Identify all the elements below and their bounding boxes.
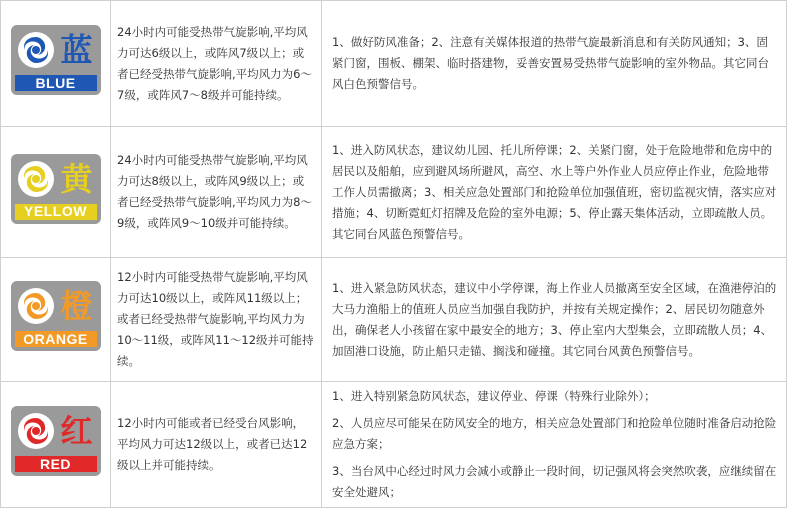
- guidance-paragraph: 1、进入防风状态，建议幼儿园、托儿所停课；2、关紧门窗，处于危险地带和危房中的居民以及船舶，应到避风场所避风，高空、水上等户外作业人员应停止作业，危险地带工作人员需撤离；3、相关应急处置部门和抢险单位加强值班，密切监视灾情，落实应对措施；4、切断霓虹灯招牌及危险的室外电源；5、停止露天集体活动，立即疏散人员。其它同台风蓝色预警信号。: [332, 142, 777, 241]
- guidance-paragraph: 1、做好防风准备；2、注意有关媒体报道的热带气旋最新消息和有关防风通知；3、固紧门窗，围板、棚架、临时搭建物，妥善安置易受热带气旋影响的室外物品。其它同台风白色预警信号。: [332, 35, 769, 91]
- warning-row-red: [1, 382, 787, 508]
- guidance-paragraph: 1、进入特别紧急防风状态，建议停业、停课（特殊行业除外）；: [332, 389, 656, 403]
- guidance-text: [322, 382, 787, 508]
- badge-cell: [1, 127, 111, 258]
- warning-level-char: 蓝: [60, 31, 93, 69]
- warning-level-label: YELLOW: [15, 204, 97, 220]
- warning-level-char: 橙: [60, 287, 93, 325]
- guidance-text: [322, 1, 787, 127]
- condition-text: 24小时内可能受热带气旋影响,平均风力可达6级以上，或阵风7级以上；或者已经受热带气旋影响,平均风力为6～7级，或阵风7～8级并可能持续。: [111, 1, 322, 127]
- typhoon-swirl-icon: [16, 411, 56, 451]
- warning-row-yellow: [1, 127, 787, 258]
- typhoon-swirl-icon: [16, 286, 56, 326]
- warning-level-label: ORANGE: [15, 331, 97, 347]
- badge-cell: [1, 1, 111, 127]
- typhoon-swirl-icon: [16, 159, 56, 199]
- badge-cell: [1, 382, 111, 508]
- warning-level-char: 黄: [60, 159, 93, 198]
- warning-level-char: 红: [60, 412, 93, 450]
- guidance-paragraph: 1、进入紧急防风状态，建议中小学停课，海上作业人员撤离至安全区域，在渔港停泊的大马力渔船上的值班人员应当加强自我防护，并按有关规定操作；2、居民切勿随意外出，确保老人小孩留在家中最安全的地方；3、停止室内大型集会，立即疏散人员；4、加固港口设施，防止船只走锚、搁浅和碰撞。其它同台风黄色预警信号。: [332, 280, 777, 358]
- orange-warning-badge: [11, 281, 101, 351]
- guidance-paragraph: 3、当台风中心经过时风力会减小或静止一段时间，切记强风将会突然吹袭，应继续留在安全处避风；: [332, 464, 777, 499]
- warning-level-label: BLUE: [15, 75, 97, 91]
- condition-text: 12小时内可能或者已经受台风影响，平均风力可达12级以上，或者已达12级以上并可能持续。: [111, 382, 322, 508]
- red-warning-badge: [11, 406, 101, 476]
- guidance-text: [322, 258, 787, 382]
- typhoon-swirl-icon: [16, 30, 56, 70]
- warning-row-blue: [1, 1, 787, 127]
- blue-warning-badge: [11, 25, 101, 95]
- yellow-warning-badge: [11, 154, 101, 224]
- warning-level-label: RED: [15, 456, 97, 472]
- guidance-paragraph: 2、人员应尽可能呆在防风安全的地方，相关应急处置部门和抢险单位随时准备启动抢险应急方案；: [332, 416, 777, 451]
- condition-text: 24小时内可能受热带气旋影响,平均风力可达8级以上，或阵风9级以上；或者已经受热带气旋影响,平均风力为8～9级，或阵风9～10级并可能持续。: [111, 127, 322, 258]
- badge-cell: [1, 258, 111, 382]
- guidance-text: [322, 127, 787, 258]
- condition-text: 12小时内可能受热带气旋影响,平均风力可达10级以上，或阵风11级以上；或者已经受热带气旋影响,平均风力为10～11级，或阵风11～12级并可能持续。: [111, 258, 322, 382]
- warning-row-orange: [1, 258, 787, 382]
